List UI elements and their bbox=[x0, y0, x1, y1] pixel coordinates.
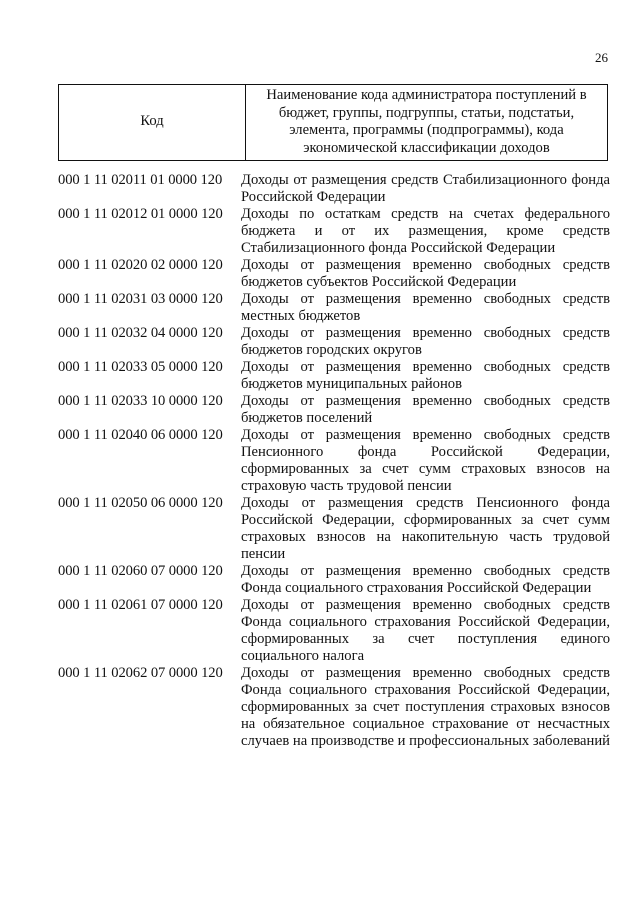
name-column-header: Наименование кода администратора поступлений в бюджет, группы, подгруппы, статьи, подстатьи, элемента, программы (подпрограммы), кода экономической классификации доходов bbox=[246, 85, 608, 161]
table-row bbox=[58, 325, 610, 359]
row-description: Доходы от размещения средств Стабилизационного фонда Российской Федерации bbox=[241, 172, 610, 205]
table-row bbox=[58, 206, 610, 257]
row-description: Доходы от размещения средств Пенсионного фонда Российской Федерации, сформированных за счет сумм страховых взносов на накопительную часть трудовой пенсии bbox=[241, 495, 610, 562]
row-description: Доходы от размещения временно свободных средств бюджетов муниципальных районов bbox=[241, 359, 610, 392]
table-row bbox=[58, 257, 610, 291]
row-code: 000 1 11 02020 02 0000 120 bbox=[58, 257, 223, 273]
row-code: 000 1 11 02011 01 0000 120 bbox=[58, 172, 223, 188]
row-code: 000 1 11 02032 04 0000 120 bbox=[58, 325, 223, 341]
table-row bbox=[58, 291, 610, 325]
row-code: 000 1 11 02012 01 0000 120 bbox=[58, 206, 223, 222]
row-description: Доходы от размещения временно свободных средств бюджетов субъектов Российской Федерации bbox=[241, 257, 610, 290]
classification-list bbox=[58, 172, 610, 750]
row-code: 000 1 11 02033 10 0000 120 bbox=[58, 393, 223, 409]
table-header bbox=[58, 84, 608, 161]
table-row bbox=[58, 597, 610, 665]
page-number: 26 bbox=[595, 50, 608, 65]
row-description: Доходы от размещения временно свободных средств Фонда социального страхования Российской Федерации, сформированных за счет поступления страховых взносов на обязательное социальное страхование от несчастных случаев на производстве и профессиональных заболеваний bbox=[241, 665, 610, 749]
row-description: Доходы от размещения временно свободных средств Пенсионного фонда Российской Федерации, сформированных за счет сумм страховых взносов на страховую часть трудовой пенсии bbox=[241, 427, 610, 494]
row-description: Доходы от размещения временно свободных средств местных бюджетов bbox=[241, 291, 610, 324]
row-description: Доходы от размещения временно свободных средств бюджетов поселений bbox=[241, 393, 610, 426]
row-description: Доходы по остаткам средств на счетах федерального бюджета и от их размещения, кроме средств Стабилизационного фонда Российской Федерации bbox=[241, 206, 610, 256]
table-row bbox=[58, 563, 610, 597]
table-row bbox=[58, 665, 610, 750]
row-code: 000 1 11 02062 07 0000 120 bbox=[58, 665, 223, 681]
row-code: 000 1 11 02060 07 0000 120 bbox=[58, 563, 223, 579]
table-row bbox=[58, 172, 610, 206]
row-code: 000 1 11 02061 07 0000 120 bbox=[58, 597, 223, 613]
row-code: 000 1 11 02050 06 0000 120 bbox=[58, 495, 223, 511]
row-description: Доходы от размещения временно свободных средств Фонда социального страхования Российской Федерации bbox=[241, 563, 610, 596]
table-row bbox=[58, 495, 610, 563]
row-code: 000 1 11 02031 03 0000 120 bbox=[58, 291, 223, 307]
table-row bbox=[58, 427, 610, 495]
table-row bbox=[58, 393, 610, 427]
table-row bbox=[58, 359, 610, 393]
table-header-row bbox=[59, 85, 608, 161]
row-description: Доходы от размещения временно свободных средств Фонда социального страхования Российской Федерации, сформированных за счет поступления единого социального налога bbox=[241, 597, 610, 664]
row-code: 000 1 11 02040 06 0000 120 bbox=[58, 427, 223, 443]
row-code: 000 1 11 02033 05 0000 120 bbox=[58, 359, 223, 375]
row-description: Доходы от размещения временно свободных средств бюджетов городских округов bbox=[241, 325, 610, 358]
code-column-header: Код bbox=[59, 85, 246, 161]
